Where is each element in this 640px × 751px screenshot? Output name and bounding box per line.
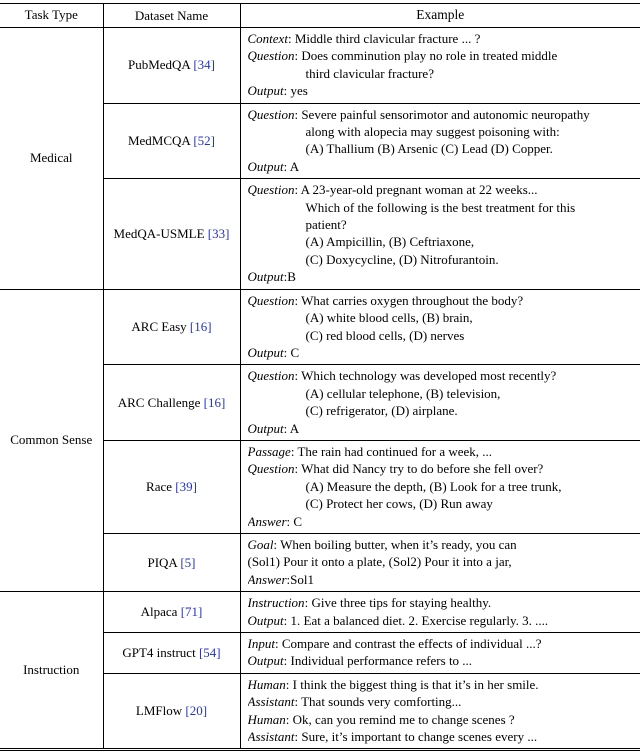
dataset-name-cell: MedQA-USMLE [33] [103, 179, 240, 289]
example-line: (C) Doxycycline, (D) Nitrofurantoin. [305, 251, 499, 267]
citation-link[interactable]: [34] [193, 57, 216, 73]
example-line: Human: I think the biggest thing is that it’s in her smile. [247, 676, 539, 692]
example-line: (A) Measure the depth, (B) Look for a tree trunk, [305, 478, 562, 494]
line-label: Output [247, 158, 284, 174]
example-line: (C) red blood cells, (D) nerves [305, 327, 465, 343]
example-line: third clavicular fracture? [305, 65, 434, 81]
line-label: Human [247, 711, 286, 727]
citation-link[interactable]: [39] [175, 478, 197, 494]
example-cell [240, 592, 640, 633]
line-label: Output [247, 344, 284, 360]
line-label: Output [247, 269, 284, 285]
dataset-name-cell: MedMCQA [52] [103, 103, 240, 179]
line-label: Instruction [247, 595, 305, 611]
line-label: Output [247, 83, 284, 99]
example-line: Answer:Sol1 [247, 571, 314, 587]
example-cell [240, 179, 640, 289]
example-line: Output: Individual performance refers to ... [247, 653, 473, 669]
example-line: Question: What carries oxygen throughout the body? [247, 292, 524, 308]
example-line: Question: Does comminution play no role in treated middle [247, 48, 558, 64]
line-label: Passage [247, 443, 291, 459]
example-line: Which of the following is the best treatment for this [305, 199, 576, 215]
example-line: Output: A [247, 420, 300, 436]
line-label: Answer [247, 571, 287, 587]
example-line: Question: What did Nancy try to do before she fell over? [247, 461, 544, 477]
line-label: Human [247, 676, 286, 692]
line-label: Output [247, 653, 284, 669]
example-cell [240, 28, 640, 104]
dataset-name-cell: ARC Challenge [16] [103, 365, 240, 441]
dataset-name-cell: Alpaca [71] [103, 592, 240, 633]
example-line: Output: 1. Eat a balanced diet. 2. Exercise regularly. 3. .... [247, 612, 549, 628]
table-body [0, 28, 640, 750]
example-line: Question: Which technology was developed most recently? [247, 368, 557, 384]
example-line: (A) white blood cells, (B) brain, [305, 310, 473, 326]
example-cell [240, 365, 640, 441]
example-line: Answer: C [247, 513, 303, 529]
example-line: (C) refrigerator, (D) airplane. [305, 403, 458, 419]
dataset-name-cell: ARC Easy [16] [103, 289, 240, 365]
example-line: Goal: When boiling butter, when it’s ready, you can [247, 536, 517, 552]
col-header-example: Example [240, 4, 640, 28]
line-label: Question [247, 461, 295, 477]
example-line: (A) Ampicillin, (B) Ceftriaxone, [305, 234, 475, 250]
dataset-name-cell: Race [39] [103, 440, 240, 533]
example-line: Question: A 23-year-old pregnant woman at 22 weeks... [247, 182, 538, 198]
example-cell [240, 673, 640, 750]
task-type-cell: Instruction [0, 592, 103, 750]
line-label: Context [247, 31, 288, 46]
citation-link[interactable]: [52] [193, 132, 216, 148]
line-label: Output [247, 420, 284, 436]
citation-link[interactable]: [71] [180, 604, 203, 620]
line-label: Input [247, 636, 275, 651]
example-cell [240, 289, 640, 365]
example-line: Context: Middle third clavicular fracture ... ? [247, 31, 481, 46]
example-line: Assistant: That sounds very comforting... [247, 694, 462, 710]
example-line: Assistant: Sure, it’s important to change scenes every ... [247, 729, 538, 745]
dataset-name-cell: GPT4 instruct [54] [103, 633, 240, 674]
line-label: Question [247, 368, 295, 384]
citation-link[interactable]: [5] [180, 554, 196, 570]
dataset-name-cell: LMFlow [20] [103, 673, 240, 750]
citation-link[interactable]: [16] [203, 394, 226, 410]
table-row [0, 289, 640, 365]
citation-link[interactable]: [33] [207, 225, 230, 241]
line-label: Question [247, 182, 295, 198]
dataset-name-cell: PIQA [5] [103, 533, 240, 591]
example-line: (C) Protect her cows, (D) Run away [305, 496, 493, 512]
example-line: Instruction: Give three tips for staying healthy. [247, 595, 492, 611]
example-line: along with alopecia may suggest poisoning with: [305, 124, 560, 140]
line-label: Question [247, 106, 295, 122]
task-type-cell: Medical [0, 28, 103, 290]
example-line: Passage: The rain had continued for a week, ... [247, 443, 493, 459]
dataset-name-cell: PubMedQA [34] [103, 28, 240, 104]
datasets-table [0, 3, 640, 751]
example-line: Output: yes [247, 83, 308, 99]
example-line: Question: Severe painful sensorimotor and autonomic neuropathy [247, 106, 590, 122]
task-type-cell: Common Sense [0, 289, 103, 592]
example-line: (A) Thallium (B) Arsenic (C) Lead (D) Copper. [305, 141, 553, 157]
citation-link[interactable]: [20] [185, 703, 208, 719]
example-line: Output: C [247, 344, 300, 360]
example-line: Output: A [247, 158, 300, 174]
citation-link[interactable]: [16] [189, 319, 212, 334]
header-row [0, 4, 640, 28]
col-header-dataset-name: Dataset Name [103, 4, 240, 28]
example-line: (A) cellular telephone, (B) television, [305, 385, 501, 401]
line-label: Question [247, 48, 295, 64]
example-line: (Sol1) Pour it onto a plate, (Sol2) Pour it into a jar, [247, 554, 512, 570]
line-label: Question [247, 292, 295, 308]
line-label: Assistant [247, 694, 295, 710]
example-line: Input: Compare and contrast the effects of individual ...? [247, 636, 542, 651]
line-label: Assistant [247, 729, 295, 745]
example-line: Human: Ok, can you remind me to change scenes ? [247, 711, 515, 727]
citation-link[interactable]: [54] [198, 644, 221, 660]
example-cell [240, 103, 640, 179]
table-row [0, 592, 640, 633]
example-line: patient? [305, 217, 347, 233]
table-row [0, 28, 640, 104]
example-cell [240, 440, 640, 533]
line-label: Answer [247, 513, 287, 529]
line-label: Goal [247, 536, 274, 552]
col-header-task-type: Task Type [0, 4, 103, 28]
example-line: Output:B [247, 269, 296, 285]
example-cell [240, 633, 640, 674]
example-cell [240, 533, 640, 591]
line-label: Output [247, 612, 284, 628]
